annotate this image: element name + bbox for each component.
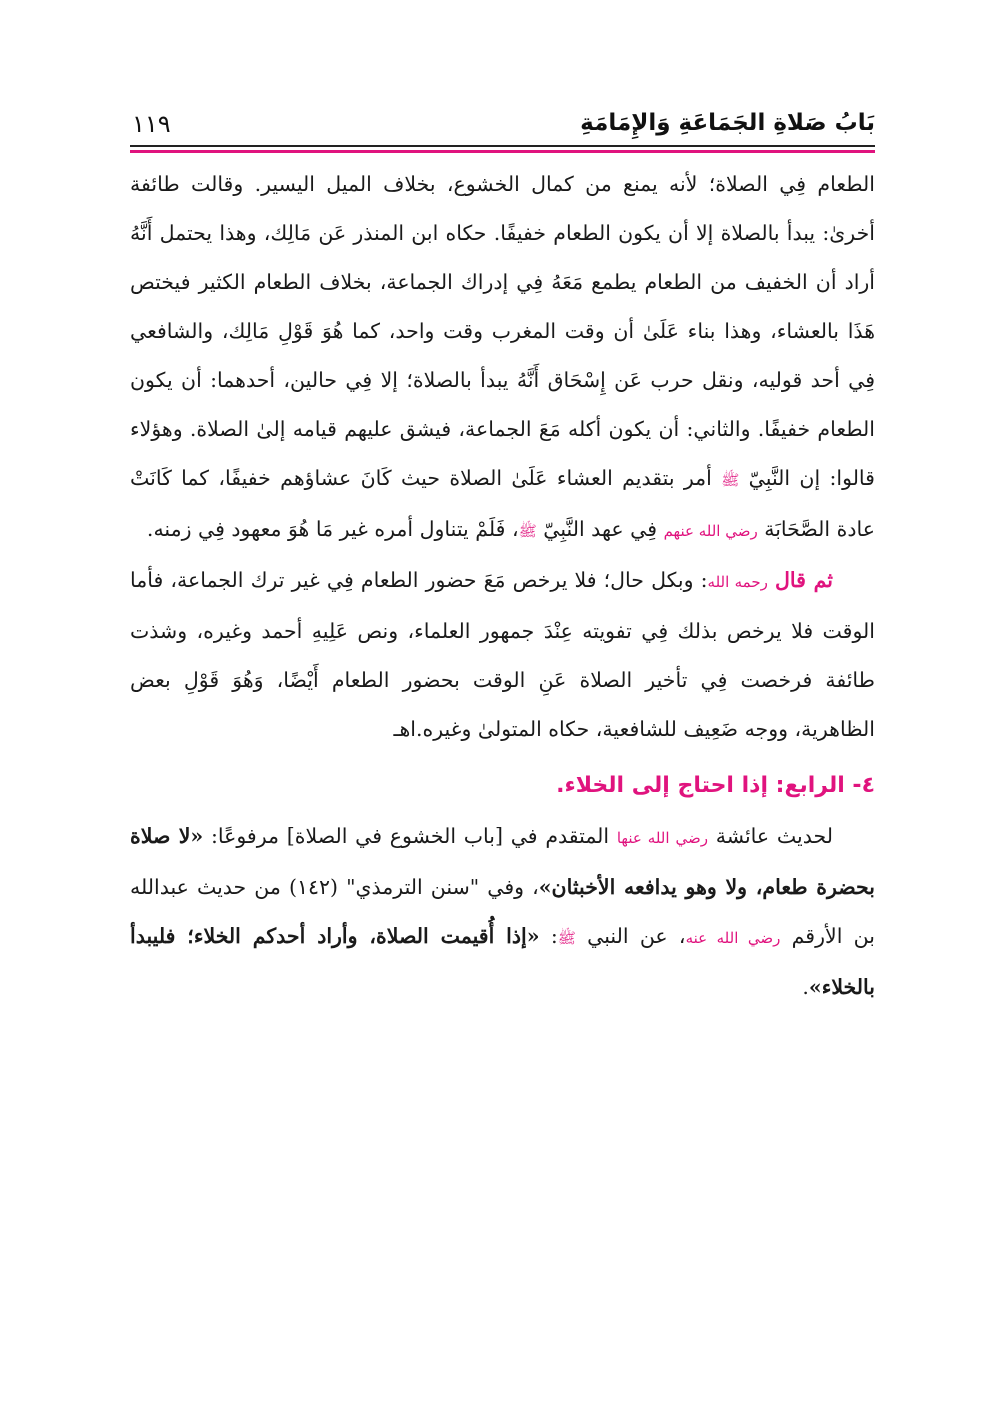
chapter-title: بَابُ صَلاةِ الجَمَاعَةِ وَالإِمَامَةِ [580, 110, 875, 136]
page-header [130, 108, 875, 148]
paragraph-2-lead: ثم قال [774, 568, 833, 592]
honorific-mark: رحمه الله [707, 573, 768, 591]
main-text [130, 160, 875, 1012]
paragraph-3-text1: لحديث عائشة [715, 824, 833, 848]
page-number: ١١٩ [132, 110, 171, 138]
honorific-mark: رضي الله عنهم [663, 522, 758, 540]
paragraph-3-text5: : [550, 924, 558, 948]
honorific-mark: ﷺ [557, 929, 576, 947]
header-rule-pink [130, 150, 875, 153]
paragraph-3-text6: . [802, 975, 809, 999]
paragraph-3 [130, 812, 875, 1012]
honorific-mark: ﷺ [518, 522, 537, 540]
honorific-mark: ﷺ [721, 471, 740, 489]
paragraph-2-text: : وبكل حال؛ فلا يرخص مَعَ حضور الطعام فِي غير ترك الجماعة، فأما الوقت فلا يرخص بذلك فِي تفويته عِنْدَ جمهور العلماء، ونص عَلِيهِ أحمد وغيره، وشذت طائفة فرخصت فِي تأخير الصلاة عَنِ الوقت بحضور الطعام أَيْضًا، وَهُوَ قَوْلِ بعض الظاهرية، ووجه ضَعِيف للشافعية، حكاه المتولىٰ وغيره.اهـ [130, 568, 875, 741]
book-page [130, 0, 875, 1418]
paragraph-1 [130, 160, 875, 556]
honorific-mark: رضي الله عنها [616, 829, 708, 847]
paragraph-2 [130, 556, 875, 754]
header-rule-black [130, 145, 875, 147]
paragraph-3-text3: ، وفي "سنن الترمذي" (١٤٢) من حديث عبدالله بن الأرقم [130, 875, 875, 948]
hadith-quote: «لا صلاة بحضرة طعام، ولا وهو يدافعه الأخبثان» [130, 824, 875, 899]
paragraph-1-end: ، فَلَمْ يتناول أمره غير مَا هُوَ معهود فِي زمنه. [146, 517, 519, 541]
paragraph-1-text: الطعام فِي الصلاة؛ لأنه يمنع من كمال الخشوع، بخلاف الميل اليسير. وقالت طائفة أخرىٰ: يبدأ بالصلاة إلا أن يكون الطعام خفيفًا. حكاه ابن المنذر عَن مَالِك، وهذا يحتمل أَنَّهُ أراد أن الخفيف من الطعام يطمع مَعَهُ فِي إدراك الجماعة، بخلاف الطعام الكثير فيختص هَذَا بالعشاء، وهذا بناء عَلَىٰ أن وقت المغرب وقت واحد، كما هُوَ قَوْلِ مَالِك، والشافعي فِي أحد قوليه، ونقل حرب عَن إِسْحَاق أَنَّهُ يبدأ بالصلاة؛ إلا فِي حالين، أحدهما: أن يكون الطعام خفيفًا. والثاني: أن يكون أكله مَعَ الجماعة، فيشق عليهم قيامه إلىٰ الصلاة. وهؤلاء قالوا: إن النَّبِيّ [130, 172, 875, 490]
paragraph-3-text4: ، عن النبي [587, 924, 686, 948]
honorific-mark: رضي الله عنه [685, 929, 781, 947]
hadith-quote: «إذا أُقيمت الصلاة، وأراد أحدكم الخلاء؛ فليبدأ بالخلاء» [130, 924, 875, 999]
paragraph-1-cont: أمر بتقديم العشاء عَلَىٰ الصلاة حيث كَانَ عشاؤهم خفيفًا، كما كَانَتْ عادة الصَّحَابَة [130, 466, 875, 541]
paragraph-3-text2: المتقدم في [باب الخشوع في الصلاة] مرفوعًا: [210, 824, 610, 848]
section-heading: ٤- الرابع: إذا احتاج إلى الخلاء. [556, 773, 875, 798]
paragraph-1-cont2: فِي عهد النَّبِيّ [543, 517, 658, 541]
